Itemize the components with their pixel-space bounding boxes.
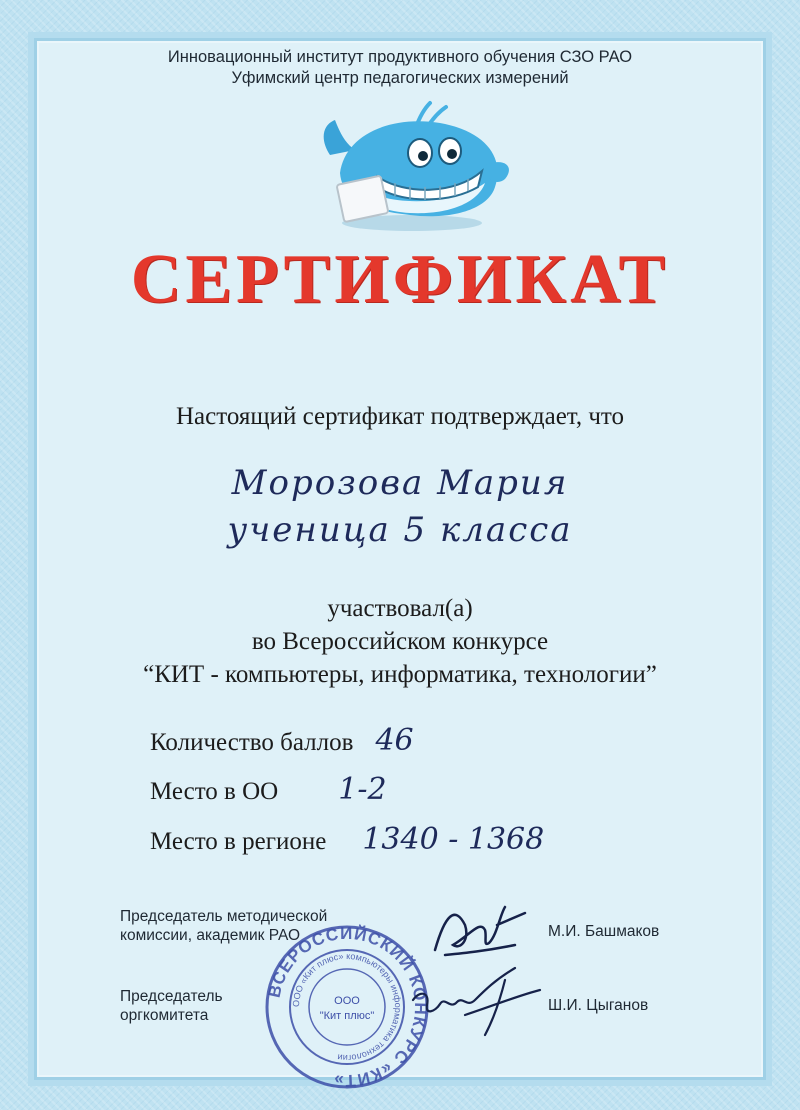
points-label: Количество баллов (150, 729, 354, 756)
seal-inner-text: ООО «Кит плюс» компьютеры информатика технологии (290, 950, 404, 1064)
signature-method-line2: комиссии, академик РАО (120, 927, 301, 944)
contest-name: “КИТ - компьютеры, информатика, технологии” (143, 661, 657, 688)
certificate-title: СЕРТИФИКАТ (130, 241, 670, 318)
school-place-value: 1-2 (338, 772, 387, 807)
signature-method-line1: Председатель методической (120, 908, 328, 925)
participation-block (0, 592, 800, 691)
signature-method-name: М.И. Башмаков (548, 923, 660, 940)
region-place-label: Место в регионе (150, 828, 327, 855)
confirmation-text: Настоящий сертификат подтверждает, что (175, 403, 625, 430)
whale-mascot-icon (300, 95, 520, 235)
region-place-value: 1340 - 1368 (362, 822, 545, 857)
signature-org-line1: Председатель (120, 988, 223, 1005)
header (0, 47, 800, 89)
seal-center-line1: ООО (334, 995, 360, 1007)
header-center: Уфимский центр педагогических измерений (231, 69, 569, 87)
region-place-row (150, 822, 544, 857)
participated-text: участвовал(а) (327, 595, 473, 622)
recipient-name: Морозова Мария (231, 463, 569, 503)
seal-outer-text: ВСЕРОССИЙСКИЙ КОНКУРС «КИТ» (264, 923, 431, 1091)
school-place-label: Место в ОО (150, 778, 279, 805)
contest-text: во Всероссийском конкурсе (251, 628, 549, 655)
signature-org-title (120, 987, 223, 1025)
recipient-grade: ученица 5 класса (227, 510, 573, 550)
header-institute: Инновационный институт продуктивного обучения СЗО РАО (167, 48, 633, 66)
signature-bashmakov-icon (425, 895, 535, 965)
signature-tsyganov-icon (405, 960, 545, 1040)
points-value: 46 (375, 723, 414, 758)
school-place-row (150, 772, 387, 807)
points-row (150, 723, 414, 758)
seal-center-line2: "Кит плюс" (319, 1010, 375, 1022)
svg-text:ООО «Кит плюс» компьютеры инфо (291, 951, 403, 1063)
signature-org-name: Ш.И. Цыганов (548, 997, 649, 1014)
signature-org-line2: оргкомитета (120, 1007, 209, 1024)
